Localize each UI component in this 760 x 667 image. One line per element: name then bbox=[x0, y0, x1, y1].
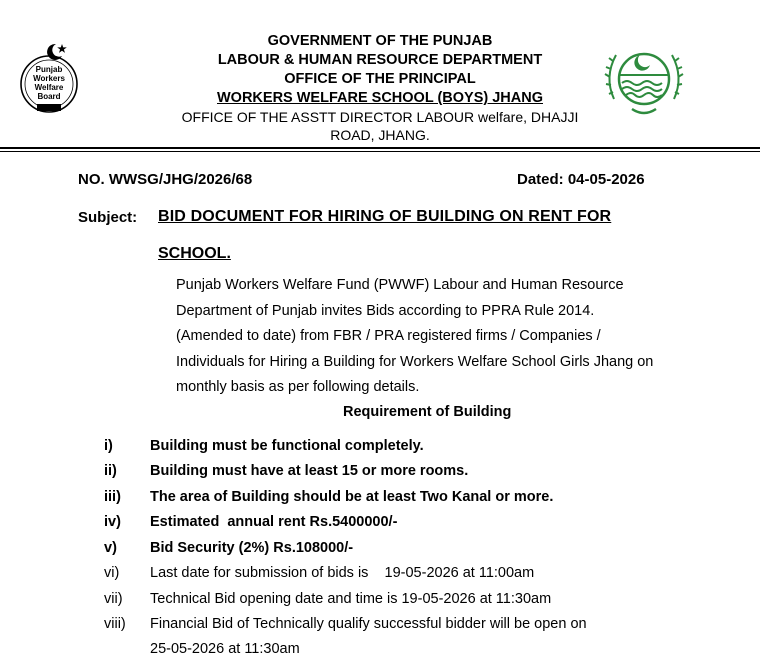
list-item: Building must be functional completely. bbox=[150, 438, 424, 454]
header-school-text: WORKERS WELFARE SCHOOL (BOYS) JHANG bbox=[217, 90, 543, 106]
logo-text-2: Workers bbox=[33, 74, 65, 83]
list-item-number: iv) bbox=[104, 514, 121, 530]
list-item: Financial Bid of Technically qualify successful bidder will be open on bbox=[150, 616, 587, 632]
list-item-number: v) bbox=[104, 540, 117, 556]
body-line: Punjab Workers Welfare Fund (PWWF) Labour and Human Resource bbox=[176, 277, 624, 293]
header-divider-bottom bbox=[0, 151, 760, 152]
requirement-heading: Requirement of Building bbox=[343, 404, 512, 420]
header-department: LABOUR & HUMAN RESOURCE DEPARTMENT bbox=[217, 52, 543, 68]
header-office: OFFICE OF THE PRINCIPAL bbox=[284, 71, 476, 87]
list-item-continuation: 25-05-2026 at 11:30am bbox=[150, 641, 300, 657]
logo-text-4: Board bbox=[37, 92, 61, 101]
subject-line-1: BID DOCUMENT FOR HIRING OF BUILDING ON RENT FOR bbox=[158, 208, 612, 225]
list-item: Building must have at least 15 or more rooms. bbox=[150, 463, 469, 479]
list-item: Estimated annual rent Rs.5400000/- bbox=[150, 514, 398, 530]
header-address-line1: OFFICE OF THE ASSTT DIRECTOR LABOUR welfare, DHAJJI bbox=[181, 109, 579, 125]
list-item: Last date for submission of bids is 19-05-2026 at 11:00am bbox=[150, 565, 535, 581]
list-item-number: iii) bbox=[104, 489, 121, 505]
subject-line-2: SCHOOL. bbox=[158, 245, 231, 262]
body-line: Individuals for Hiring a Building for Workers Welfare School Girls Jhang on bbox=[176, 353, 654, 370]
list-item-number: vii) bbox=[104, 591, 123, 607]
list-item: Technical Bid opening date and time is 19-05-2026 at 11:30am bbox=[150, 591, 552, 607]
header-address-line2: ROAD, JHANG. bbox=[330, 127, 430, 143]
body-line: (Amended to date) from FBR / PRA registered firms / Companies / bbox=[176, 328, 601, 344]
list-item: The area of Building should be at least Two Kanal or more. bbox=[150, 489, 554, 505]
body-paragraph bbox=[176, 273, 676, 401]
body-line: monthly basis as per following details. bbox=[176, 379, 420, 395]
dated: Dated: 04-05-2026 bbox=[517, 171, 645, 188]
logo-text-3: Welfare bbox=[34, 83, 64, 92]
list-item-number: ii) bbox=[104, 463, 117, 479]
header-government: GOVERNMENT OF THE PUNJAB bbox=[267, 33, 493, 49]
header-school bbox=[0, 89, 760, 107]
header-divider-top bbox=[0, 147, 760, 149]
list-item-number: vi) bbox=[104, 565, 120, 581]
body-line: Department of Punjab invites Bids according to PPRA Rule 2014. bbox=[176, 302, 595, 319]
subject-label: Subject: bbox=[78, 209, 138, 226]
reference-number: NO. WWSG/JHG/2026/68 bbox=[78, 171, 253, 188]
list-item: Bid Security (2%) Rs.108000/- bbox=[150, 540, 354, 556]
list-item-number: i) bbox=[104, 438, 113, 454]
logo-text-1: Punjab bbox=[35, 65, 63, 74]
list-item-number: viii) bbox=[104, 616, 126, 632]
